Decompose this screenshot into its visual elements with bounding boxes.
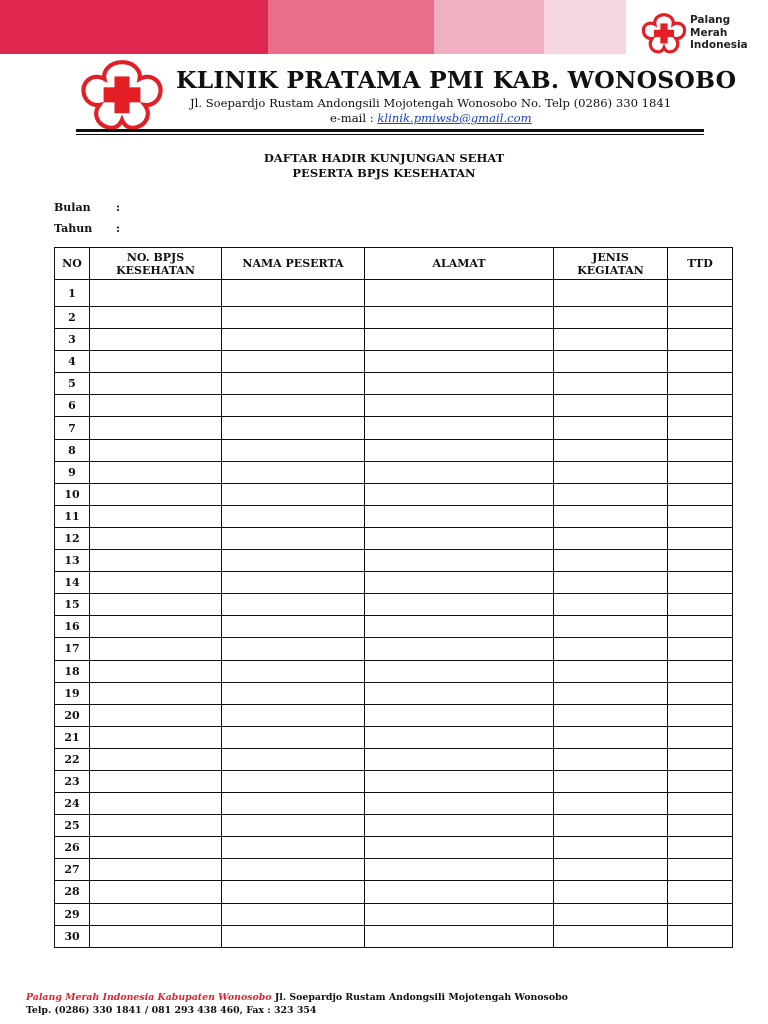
kegiatan-cell[interactable] — [554, 837, 668, 859]
nama-cell[interactable] — [222, 682, 365, 704]
row-number: 7 — [55, 417, 90, 439]
row-number: 14 — [55, 572, 90, 594]
table-row — [55, 594, 733, 616]
kegiatan-cell[interactable] — [554, 815, 668, 837]
row-number: 2 — [55, 307, 90, 329]
nama-cell[interactable] — [222, 925, 365, 947]
table-row — [55, 793, 733, 815]
table-row — [55, 682, 733, 704]
alamat-cell[interactable] — [365, 483, 554, 505]
alamat-cell[interactable] — [365, 439, 554, 461]
ttd-cell[interactable] — [668, 726, 733, 748]
header-no — [55, 248, 90, 280]
alamat-cell[interactable] — [365, 748, 554, 770]
kegiatan-cell[interactable] — [554, 572, 668, 594]
row-number: 15 — [55, 594, 90, 616]
kegiatan-cell[interactable] — [554, 527, 668, 549]
email-label: e-mail : — [330, 111, 378, 125]
row-number: 30 — [55, 925, 90, 947]
kegiatan-cell[interactable] — [554, 638, 668, 660]
nama-cell[interactable] — [222, 550, 365, 572]
alamat-cell[interactable] — [365, 280, 554, 307]
ttd-cell[interactable] — [668, 483, 733, 505]
ttd-cell[interactable] — [668, 307, 733, 329]
nama-cell[interactable] — [222, 903, 365, 925]
row-number: 13 — [55, 550, 90, 572]
red-cross-flower-icon — [641, 12, 687, 54]
ttd-cell[interactable] — [668, 461, 733, 483]
table-row — [55, 770, 733, 792]
row-number: 23 — [55, 770, 90, 792]
bpjs-cell[interactable] — [90, 660, 222, 682]
nama-cell[interactable] — [222, 660, 365, 682]
kegiatan-cell[interactable] — [554, 280, 668, 307]
alamat-cell[interactable] — [365, 770, 554, 792]
nama-cell[interactable] — [222, 439, 365, 461]
footer-org: Palang Merah Indonesia Kabupaten Wonosobo — [26, 992, 272, 1003]
row-number: 21 — [55, 726, 90, 748]
table-row — [55, 815, 733, 837]
table-row — [55, 925, 733, 947]
footer-phone: Telp. (0286) 330 1841 / 081 293 438 460, Fax : 323 354 — [26, 1005, 317, 1016]
alamat-cell[interactable] — [365, 859, 554, 881]
table-row — [55, 505, 733, 527]
alamat-cell[interactable] — [365, 505, 554, 527]
ttd-cell[interactable] — [668, 527, 733, 549]
bpjs-cell[interactable] — [90, 439, 222, 461]
bulan-label: Bulan — [54, 201, 91, 214]
nama-cell[interactable] — [222, 505, 365, 527]
ttd-cell[interactable] — [668, 417, 733, 439]
nama-cell[interactable] — [222, 483, 365, 505]
ttd-cell[interactable] — [668, 925, 733, 947]
table-row — [55, 572, 733, 594]
ttd-cell[interactable] — [668, 594, 733, 616]
nama-cell[interactable] — [222, 461, 365, 483]
bpjs-cell[interactable] — [90, 483, 222, 505]
clinic-email-line — [330, 111, 532, 125]
kegiatan-cell[interactable] — [554, 439, 668, 461]
row-number: 19 — [55, 682, 90, 704]
tahun-label: Tahun — [54, 222, 93, 235]
header-divider — [76, 129, 704, 132]
row-number: 27 — [55, 859, 90, 881]
alamat-cell[interactable] — [365, 903, 554, 925]
bpjs-cell[interactable] — [90, 329, 222, 351]
alamat-cell[interactable] — [365, 351, 554, 373]
kegiatan-cell[interactable] — [554, 770, 668, 792]
header-text: NO. BPJS KESEHATAN — [116, 250, 195, 277]
bpjs-cell[interactable] — [90, 925, 222, 947]
row-number: 17 — [55, 638, 90, 660]
table-row — [55, 881, 733, 903]
alamat-cell[interactable] — [365, 837, 554, 859]
band-segment — [544, 0, 626, 54]
header-text: JENIS KEGIATAN — [577, 250, 644, 277]
table-row — [55, 417, 733, 439]
email-link[interactable]: klinik.pmiwsb@gmail.com — [377, 111, 532, 125]
band-segment — [434, 0, 544, 54]
alamat-cell[interactable] — [365, 550, 554, 572]
bpjs-cell[interactable] — [90, 704, 222, 726]
logo-text-line: Palang — [690, 14, 731, 27]
kegiatan-cell[interactable] — [554, 505, 668, 527]
kegiatan-cell[interactable] — [554, 748, 668, 770]
ttd-cell[interactable] — [668, 660, 733, 682]
nama-cell[interactable] — [222, 881, 365, 903]
ttd-cell[interactable] — [668, 770, 733, 792]
table-row — [55, 859, 733, 881]
nama-cell[interactable] — [222, 351, 365, 373]
table-row — [55, 483, 733, 505]
kegiatan-cell[interactable] — [554, 483, 668, 505]
table-row — [55, 461, 733, 483]
kegiatan-cell[interactable] — [554, 726, 668, 748]
kegiatan-cell[interactable] — [554, 925, 668, 947]
nama-cell[interactable] — [222, 395, 365, 417]
row-number: 18 — [55, 660, 90, 682]
row-number: 6 — [55, 395, 90, 417]
kegiatan-cell[interactable] — [554, 351, 668, 373]
nama-cell[interactable] — [222, 329, 365, 351]
alamat-cell[interactable] — [365, 572, 554, 594]
row-number: 4 — [55, 351, 90, 373]
bpjs-cell[interactable] — [90, 594, 222, 616]
kegiatan-cell[interactable] — [554, 682, 668, 704]
alamat-cell[interactable] — [365, 395, 554, 417]
table-row — [55, 395, 733, 417]
row-number: 11 — [55, 505, 90, 527]
bpjs-cell[interactable] — [90, 638, 222, 660]
bpjs-cell[interactable] — [90, 682, 222, 704]
ttd-cell[interactable] — [668, 395, 733, 417]
table-row — [55, 903, 733, 925]
bpjs-cell[interactable] — [90, 307, 222, 329]
table-row — [55, 329, 733, 351]
nama-cell[interactable] — [222, 638, 365, 660]
table-row — [55, 527, 733, 549]
pmi-logo — [641, 12, 748, 54]
bpjs-cell[interactable] — [90, 616, 222, 638]
alamat-cell[interactable] — [365, 704, 554, 726]
kegiatan-cell[interactable] — [554, 395, 668, 417]
bpjs-cell[interactable] — [90, 461, 222, 483]
clinic-address: Jl. Soepardjo Rustam Andongsili Mojotengah Wonosobo No. Telp (0286) 330 1841 — [190, 96, 672, 110]
header-alamat — [365, 248, 554, 280]
nama-cell[interactable] — [222, 815, 365, 837]
kegiatan-cell[interactable] — [554, 373, 668, 395]
alamat-cell[interactable] — [365, 638, 554, 660]
header-text: TTD — [687, 257, 713, 270]
row-number: 22 — [55, 748, 90, 770]
table-row — [55, 351, 733, 373]
nama-cell[interactable] — [222, 616, 365, 638]
bpjs-cell[interactable] — [90, 770, 222, 792]
row-number: 1 — [55, 280, 90, 307]
attendance-table — [54, 247, 733, 948]
table-row — [55, 704, 733, 726]
bpjs-cell[interactable] — [90, 748, 222, 770]
footer-address: Jl. Soepardjo Rustam Andongsili Mojotengah Wonosobo — [271, 992, 568, 1003]
ttd-cell[interactable] — [668, 815, 733, 837]
ttd-cell[interactable] — [668, 572, 733, 594]
nama-cell[interactable] — [222, 280, 365, 307]
nama-cell[interactable] — [222, 837, 365, 859]
ttd-cell[interactable] — [668, 638, 733, 660]
kegiatan-cell[interactable] — [554, 793, 668, 815]
alamat-cell[interactable] — [365, 881, 554, 903]
bpjs-cell[interactable] — [90, 527, 222, 549]
table-row — [55, 660, 733, 682]
header-jenis-kegiatan — [554, 248, 668, 280]
nama-cell[interactable] — [222, 704, 365, 726]
alamat-cell[interactable] — [365, 793, 554, 815]
header-text: NAMA PESERTA — [242, 257, 344, 270]
kegiatan-cell[interactable] — [554, 329, 668, 351]
row-number: 9 — [55, 461, 90, 483]
nama-cell[interactable] — [222, 417, 365, 439]
red-cross-flower-icon — [80, 58, 164, 130]
alamat-cell[interactable] — [365, 925, 554, 947]
table-row — [55, 726, 733, 748]
row-number: 20 — [55, 704, 90, 726]
alamat-cell[interactable] — [365, 329, 554, 351]
ttd-cell[interactable] — [668, 505, 733, 527]
tahun-field — [54, 222, 121, 235]
kegiatan-cell[interactable] — [554, 417, 668, 439]
band-segment — [0, 0, 268, 54]
kegiatan-cell[interactable] — [554, 660, 668, 682]
bpjs-cell[interactable] — [90, 881, 222, 903]
table-row — [55, 616, 733, 638]
ttd-cell[interactable] — [668, 837, 733, 859]
bpjs-cell[interactable] — [90, 815, 222, 837]
header-divider — [76, 134, 704, 135]
ttd-cell[interactable] — [668, 682, 733, 704]
colon: : — [116, 222, 121, 235]
table-row — [55, 837, 733, 859]
kegiatan-cell[interactable] — [554, 859, 668, 881]
alamat-cell[interactable] — [365, 726, 554, 748]
row-number: 24 — [55, 793, 90, 815]
table-row — [55, 373, 733, 395]
nama-cell[interactable] — [222, 527, 365, 549]
nama-cell[interactable] — [222, 726, 365, 748]
ttd-cell[interactable] — [668, 903, 733, 925]
row-number: 12 — [55, 527, 90, 549]
bpjs-cell[interactable] — [90, 550, 222, 572]
colon: : — [116, 201, 121, 214]
bpjs-cell[interactable] — [90, 395, 222, 417]
row-number: 28 — [55, 881, 90, 903]
row-number: 5 — [55, 373, 90, 395]
alamat-cell[interactable] — [365, 594, 554, 616]
nama-cell[interactable] — [222, 373, 365, 395]
alamat-cell[interactable] — [365, 660, 554, 682]
alamat-cell[interactable] — [365, 373, 554, 395]
ttd-cell[interactable] — [668, 793, 733, 815]
bpjs-cell[interactable] — [90, 373, 222, 395]
table-row — [55, 439, 733, 461]
band-segment — [268, 0, 434, 54]
ttd-cell[interactable] — [668, 351, 733, 373]
bulan-field — [54, 201, 121, 214]
alamat-cell[interactable] — [365, 461, 554, 483]
kegiatan-cell[interactable] — [554, 594, 668, 616]
logo-text-line: Merah — [690, 26, 728, 39]
alamat-cell[interactable] — [365, 616, 554, 638]
table-header-row — [55, 248, 733, 280]
ttd-cell[interactable] — [668, 373, 733, 395]
row-number: 25 — [55, 815, 90, 837]
nama-cell[interactable] — [222, 793, 365, 815]
bpjs-cell[interactable] — [90, 505, 222, 527]
title-line: PESERTA BPJS KESEHATAN — [292, 166, 476, 180]
ttd-cell[interactable] — [668, 859, 733, 881]
ttd-cell[interactable] — [668, 329, 733, 351]
kegiatan-cell[interactable] — [554, 903, 668, 925]
table-row — [55, 638, 733, 660]
nama-cell[interactable] — [222, 594, 365, 616]
ttd-cell[interactable] — [668, 439, 733, 461]
nama-cell[interactable] — [222, 770, 365, 792]
row-number: 10 — [55, 483, 90, 505]
document-title — [0, 151, 768, 181]
kegiatan-cell[interactable] — [554, 704, 668, 726]
bpjs-cell[interactable] — [90, 837, 222, 859]
alamat-cell[interactable] — [365, 682, 554, 704]
nama-cell[interactable] — [222, 307, 365, 329]
alamat-cell[interactable] — [365, 307, 554, 329]
clinic-name: KLINIK PRATAMA PMI KAB. WONOSOBO — [176, 66, 737, 94]
bpjs-cell[interactable] — [90, 726, 222, 748]
row-number: 8 — [55, 439, 90, 461]
bpjs-cell[interactable] — [90, 417, 222, 439]
ttd-cell[interactable] — [668, 280, 733, 307]
kegiatan-cell[interactable] — [554, 881, 668, 903]
ttd-cell[interactable] — [668, 616, 733, 638]
footer — [26, 991, 568, 1017]
nama-cell[interactable] — [222, 572, 365, 594]
bpjs-cell[interactable] — [90, 859, 222, 881]
row-number: 29 — [55, 903, 90, 925]
header-text: NO — [62, 257, 82, 270]
title-line: DAFTAR HADIR KUNJUNGAN SEHAT — [263, 151, 505, 165]
bpjs-cell[interactable] — [90, 903, 222, 925]
logo-text-line: Indonesia — [690, 39, 748, 52]
row-number: 16 — [55, 616, 90, 638]
nama-cell[interactable] — [222, 859, 365, 881]
bpjs-cell[interactable] — [90, 351, 222, 373]
table-row — [55, 748, 733, 770]
row-number: 3 — [55, 329, 90, 351]
header-nama-peserta — [222, 248, 365, 280]
alamat-cell[interactable] — [365, 527, 554, 549]
ttd-cell[interactable] — [668, 550, 733, 572]
bpjs-cell[interactable] — [90, 793, 222, 815]
header-text: ALAMAT — [432, 257, 486, 270]
ttd-cell[interactable] — [668, 748, 733, 770]
kegiatan-cell[interactable] — [554, 616, 668, 638]
header-ttd — [668, 248, 733, 280]
nama-cell[interactable] — [222, 748, 365, 770]
alamat-cell[interactable] — [365, 815, 554, 837]
kegiatan-cell[interactable] — [554, 550, 668, 572]
ttd-cell[interactable] — [668, 704, 733, 726]
row-number: 26 — [55, 837, 90, 859]
ttd-cell[interactable] — [668, 881, 733, 903]
header-color-band — [0, 0, 626, 54]
table-row — [55, 550, 733, 572]
table-row — [55, 280, 733, 307]
kegiatan-cell[interactable] — [554, 461, 668, 483]
kegiatan-cell[interactable] — [554, 307, 668, 329]
bpjs-cell[interactable] — [90, 572, 222, 594]
header-no-bpjs — [90, 248, 222, 280]
table-row — [55, 307, 733, 329]
bpjs-cell[interactable] — [90, 280, 222, 307]
alamat-cell[interactable] — [365, 417, 554, 439]
